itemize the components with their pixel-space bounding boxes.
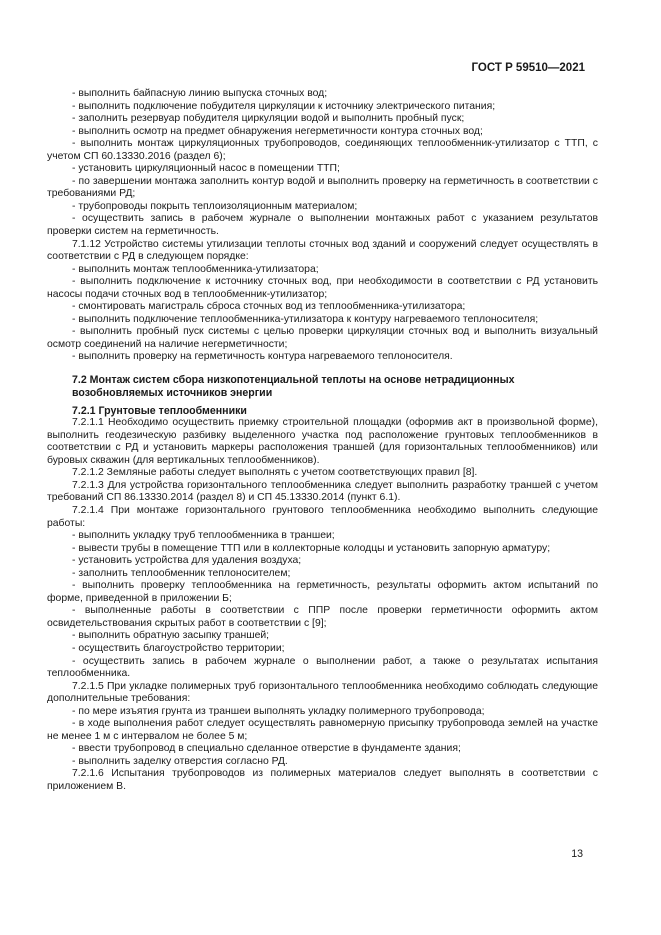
paragraph: - выполнить подключение теплообменника-утилизатора к контуру нагреваемого теплоносителя; xyxy=(72,313,539,325)
paragraph: - осуществить запись в рабочем журнале о выполнении работ, а также о результатах испытания теплообменника. xyxy=(47,655,598,680)
paragraph: - заполнить теплообменник теплоносителем; xyxy=(72,567,291,579)
paragraph: - ввести трубопровод в специально сделанное отверстие в фундаменте здания; xyxy=(72,743,461,755)
paragraph: - выполнить обратную засыпку траншей; xyxy=(72,630,270,642)
paragraph: - выполнить монтаж циркуляционных трубопроводов, соединяющих теплообменник-утилизатор с ТТП, с учетом СП 60.13330.2016 (раздел 6); xyxy=(47,138,598,162)
paragraph: - по мере изъятия грунта из траншеи выполнять укладку полимерного трубопровода; xyxy=(72,705,485,717)
paragraph: - трубопроводы покрыть теплоизоляционным материалом; xyxy=(72,200,358,212)
paragraph: - выполнить заделку отверстия согласно РД. xyxy=(72,755,288,767)
section-heading: 7.2 Монтаж систем сбора низкопотенциальной теплоты на основе нетрадиционных возобновляемых источников энергии xyxy=(72,374,515,399)
paragraph: - выполнить байпасную линию выпуска сточных вод; xyxy=(72,88,328,99)
paragraph: - по завершении монтажа заполнить контур водой и выполнить проверку на герметичность в соответствии с требованиями РД; xyxy=(47,175,598,200)
clause-7-2-1-2: 7.2.1.2 Земляные работы следует выполнять с учетом соответствующих правил [8]. xyxy=(72,467,478,479)
clause-7-2-1-4: 7.2.1.4 При монтаже горизонтального грунтового теплообменника необходимо выполнить следующие работы: xyxy=(47,505,598,529)
subsection-heading: 7.2.1 Грунтовые теплообменники xyxy=(72,404,247,417)
paragraph: - выполнить проверку на герметичность контура нагреваемого теплоносителя. xyxy=(72,351,453,363)
paragraph: - установить циркуляционный насос в помещении ТТП; xyxy=(72,163,340,175)
clause-7-1-12: 7.1.12 Устройство системы утилизации теплоты сточных вод зданий и сооружений следует осуществлять в соответствии с РД в следующем порядке: xyxy=(47,238,598,263)
clause-7-2-1-5: 7.2.1.5 При укладке полимерных труб горизонтального теплообменника необходимо соблюдать следующие дополнительные требования: xyxy=(47,680,598,705)
clause-7-2-1-6: 7.2.1.6 Испытания трубопроводов из полимерных материалов следует выполнять в соответствии с приложением В. xyxy=(47,768,598,793)
clause-7-2-1-1: 7.2.1.1 Необходимо осуществить приемку строительной площадки (оформив акт в произвольной форме), выполнить геодезическую разбивку выделенного участка под расположение грунтовых теплообменников в соответствии с РД и установить маркеры расположения траншей (для горизонтальных теплообменников) или буровых скважин (для вертикальных теплообменников). xyxy=(47,417,598,466)
paragraph: - выполнить монтаж теплообменника-утилизатора; xyxy=(72,263,319,275)
paragraph: - выполнить подключение к источнику сточных вод, при необходимости в соответствии с РД установить насосы подачи сточных вод в теплообменник-утилизатор; xyxy=(47,276,598,300)
document-code: ГОСТ Р 59510—2021 xyxy=(471,62,585,74)
paragraph: - выполнить осмотр на предмет обнаружения негерметичности контура сточных вод; xyxy=(72,125,483,137)
paragraph: - вывести трубы в помещение ТТП или в коллекторные колодцы и установить запорную арматуру; xyxy=(72,542,551,554)
paragraph: - заполнить резервуар побудителя циркуляции водой и выполнить пробный пуск; xyxy=(72,113,465,125)
paragraph: - осуществить запись в рабочем журнале о выполнении монтажных работ с указанием результатов проверки систем на герметичность. xyxy=(47,213,598,238)
paragraph: - в ходе выполнения работ следует осуществлять равномерную присыпку трубопровода землей на участке не менее 1 м с интервалом не более 5 м; xyxy=(47,718,598,742)
paragraph: - выполненные работы в соответствии с ППР после проверки герметичности оформить актом освидетельствования скрытых работ в соответствии с [9]; xyxy=(47,605,598,629)
paragraph: - смонтировать магистраль сброса сточных вод из теплообменника-утилизатора; xyxy=(72,301,466,313)
paragraph: - выполнить пробный пуск системы с целью проверки циркуляции сточных вод и выполнить визуальный осмотр соединений на наличие негерметичности; xyxy=(47,326,598,350)
paragraph: - выполнить укладку труб теплообменника в траншеи; xyxy=(72,530,335,542)
paragraph: - выполнить проверку теплообменника на герметичность, результаты оформить актом испытаний по форме, приведенной в приложении Б; xyxy=(47,580,598,604)
paragraph: - осуществить благоустройство территории; xyxy=(72,643,285,655)
paragraph: - выполнить подключение побудителя циркуляции к источнику электрического питания; xyxy=(72,100,496,112)
document-body xyxy=(47,88,598,794)
clause-7-2-1-3: 7.2.1.3 Для устройства горизонтального теплообменника следует выполнить разработку траншей с учетом требований СП 86.13330.2014 (раздел 8) и СП 45.13330.2014 (пункт 6.1). xyxy=(47,479,598,504)
page-number: 13 xyxy=(571,848,583,860)
paragraph: - установить устройства для удаления воздуха; xyxy=(72,555,302,567)
